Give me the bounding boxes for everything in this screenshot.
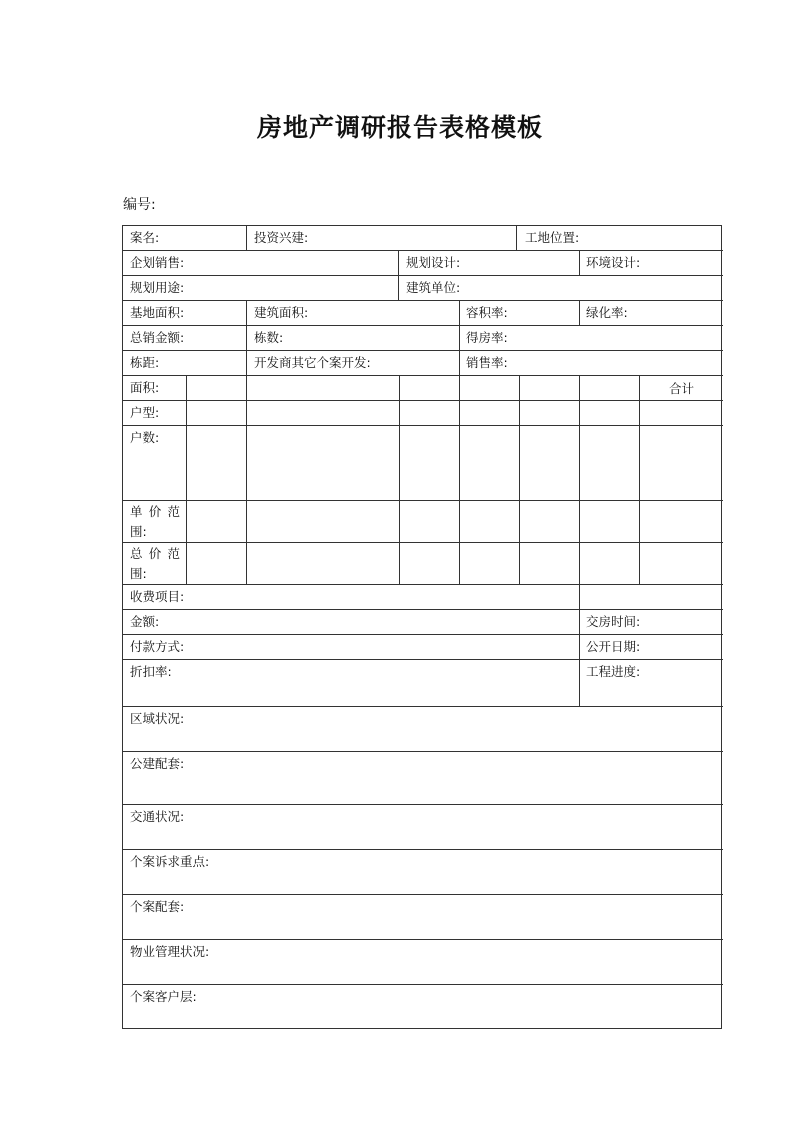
case-facilities-label: 个案配套: [130, 899, 185, 914]
col-line [579, 584, 580, 706]
col-line [639, 375, 640, 584]
sales-rate-label: 销售率: [466, 355, 508, 370]
region-status-label: 区域状况: [130, 711, 185, 726]
col-line [246, 375, 247, 584]
other-projects-label: 开发商其它个案开发: [254, 355, 371, 370]
row-line [123, 500, 723, 501]
property-management-label: 物业管理状况: [130, 944, 210, 959]
row-line [123, 939, 723, 940]
total-price-range-label-cont: 围: [130, 566, 147, 581]
col-line [519, 375, 520, 584]
col-line [399, 375, 400, 584]
total-label: 合计 [669, 381, 695, 396]
building-area-label: 建筑面积: [254, 305, 309, 320]
investor-label: 投资兴建: [254, 230, 309, 245]
area-label: 面积: [130, 380, 160, 395]
unit-type-label: 户型: [130, 405, 160, 420]
row-line [123, 250, 723, 251]
land-use-label: 规划用途: [130, 280, 185, 295]
row-line [123, 894, 723, 895]
payment-method-label: 付款方式: [130, 639, 185, 654]
site-location-label: 工地位置: [525, 230, 580, 245]
col-line [579, 250, 580, 275]
col-line [459, 300, 460, 375]
col-line [246, 226, 247, 250]
usable-ratio-label: 得房率: [466, 330, 508, 345]
col-line [579, 300, 580, 325]
construction-unit-label: 建筑单位: [406, 280, 461, 295]
col-line [246, 300, 247, 375]
unit-price-range-label: 单 价 范 [130, 504, 180, 519]
public-facilities-label: 公建配套: [130, 756, 185, 771]
col-line [186, 375, 187, 584]
row-line [123, 425, 723, 426]
col-line [459, 375, 460, 584]
row-line [123, 275, 723, 276]
planning-sales-label: 企划销售: [130, 255, 185, 270]
row-line [123, 542, 723, 543]
site-area-label: 基地面积: [130, 305, 185, 320]
row-line [123, 400, 723, 401]
row-line [123, 350, 723, 351]
selling-points-label: 个案诉求重点: [130, 854, 210, 869]
building-spacing-label: 栋距: [130, 355, 160, 370]
row-line [123, 849, 723, 850]
row-line [123, 300, 723, 301]
row-line [123, 751, 723, 752]
unit-count-label: 户数: [130, 430, 160, 445]
col-line [398, 250, 399, 300]
amount-label: 金额: [130, 614, 160, 629]
row-line [123, 584, 723, 585]
serial-number-label: 编号: [123, 197, 156, 213]
col-line [579, 375, 580, 584]
discount-rate-label: 折扣率: [130, 664, 172, 679]
row-line [123, 984, 723, 985]
col-line [516, 226, 517, 250]
row-line [123, 659, 723, 660]
planning-design-label: 规划设计: [406, 255, 461, 270]
total-sales-label: 总销金额: [130, 330, 185, 345]
row-line [123, 634, 723, 635]
construction-progress-label: 工程进度: [586, 664, 641, 679]
page-title: 房地产调研报告表格模板 [256, 113, 543, 142]
total-price-range-label: 总 价 范 [130, 546, 180, 561]
environment-design-label: 环境设计: [586, 255, 641, 270]
case-name-label: 案名: [130, 230, 160, 245]
building-count-label: 栋数: [254, 330, 284, 345]
open-date-label: 公开日期: [586, 639, 641, 654]
survey-form-table [122, 225, 722, 1029]
row-line [123, 706, 723, 707]
row-line [123, 804, 723, 805]
plot-ratio-label: 容积率: [466, 305, 508, 320]
row-line [123, 325, 723, 326]
green-ratio-label: 绿化率: [586, 305, 628, 320]
traffic-status-label: 交通状况: [130, 809, 185, 824]
unit-price-range-label-cont: 围: [130, 524, 147, 539]
row-line [123, 609, 723, 610]
customer-tier-label: 个案客户层: [130, 989, 197, 1004]
fees-label: 收费项目: [130, 589, 185, 604]
delivery-time-label: 交房时间: [586, 614, 641, 629]
row-line [123, 375, 723, 376]
